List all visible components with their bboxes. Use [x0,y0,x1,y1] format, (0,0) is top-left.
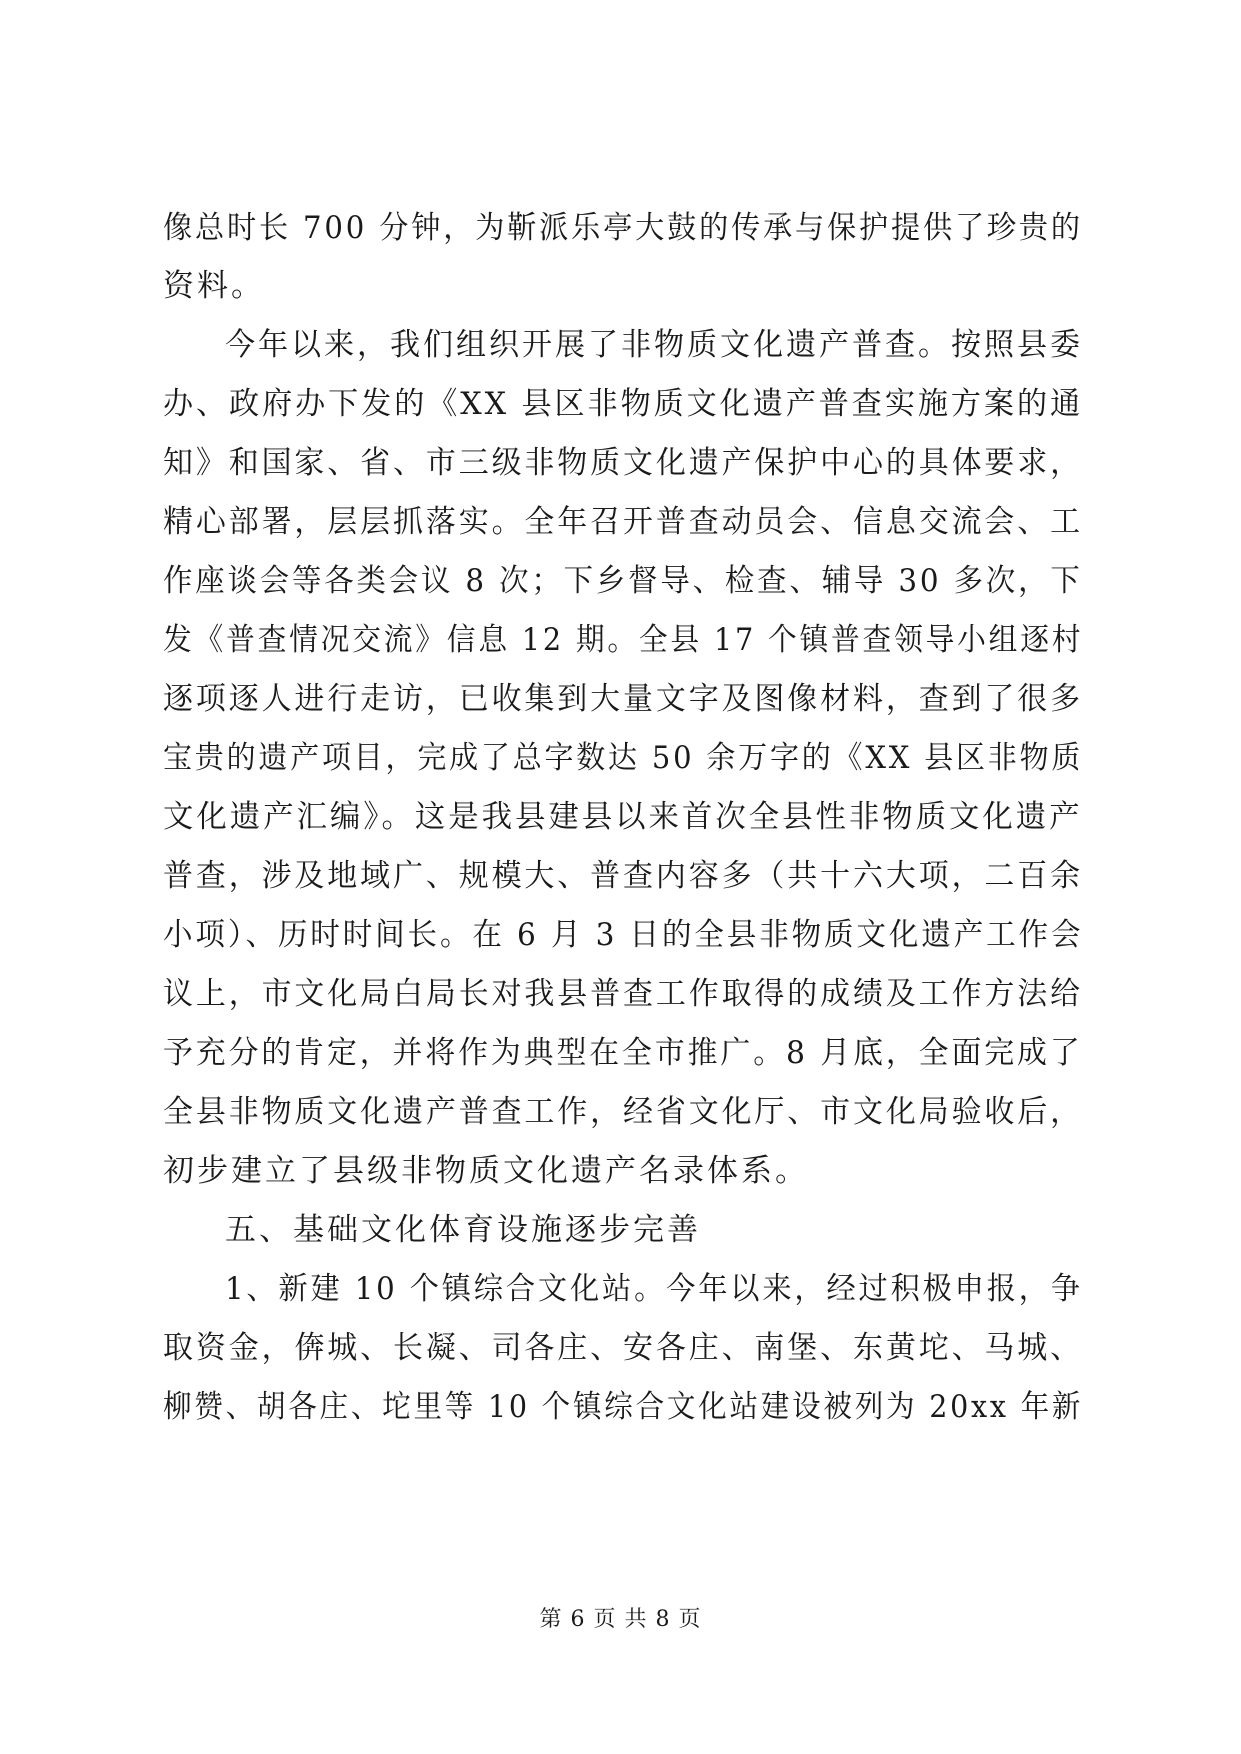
text-line: 柳赞、胡各庄、坨里等 10 个镇综合文化站建设被列为 20xx 年新 [163,1389,1084,1425]
text-line: 资料。 [163,268,265,304]
text-line: 发《普查情况交流》信息 12 期。全县 17 个镇普查领导小组逐村 [163,622,1084,658]
text-line: 办、政府办下发的《XX 县区非物质文化遗产普查实施方案的通 [163,386,1084,422]
text-line: 精心部署，层层抓落实。全年召开普查动员会、信息交流会、工 [163,504,1084,540]
text-line: 作座谈会等各类会议 8 次；下乡督导、检查、辅导 30 多次，下 [163,563,1083,599]
text-line: 取资金，倴城、长凝、司各庄、安各庄、南堡、东黄坨、马城、 [163,1330,1084,1366]
section-heading: 五、基础文化体育设施逐步完善 [225,1212,701,1248]
text-line: 议上，市文化局白局长对我县普查工作取得的成绩及工作方法给 [163,976,1084,1012]
text-line: 像总时长 700 分钟，为靳派乐亭大鼓的传承与保护提供了珍贵的 [163,210,1083,246]
text-line: 文化遗产汇编》。这是我县建县以来首次全县性非物质文化遗产 [163,799,1083,835]
paragraph-start-line: 1、新建 10 个镇综合文化站。今年以来，经过积极申报，争 [225,1271,1083,1307]
text-line: 小项）、历时时间长。在 6 月 3 日的全县非物质文化遗产工作会 [163,917,1084,953]
text-line: 全县非物质文化遗产普查工作，经省文化厅、市文化局验收后， [163,1094,1084,1130]
text-line: 知》和国家、省、市三级非物质文化遗产保护中心的具体要求， [163,445,1084,481]
text-line: 普查，涉及地域广、规模大、普查内容多（共十六大项，二百余 [163,858,1084,894]
paragraph-start-line: 今年以来，我们组织开展了非物质文化遗产普查。按照县委 [225,327,1084,363]
text-line: 予充分的肯定，并将作为典型在全市推广。8 月底，全面完成了 [163,1035,1083,1071]
text-line: 宝贵的遗产项目，完成了总字数达 50 余万字的《XX 县区非物质 [163,740,1084,776]
text-line: 逐项逐人进行走访，已收集到大量文字及图像材料，查到了很多 [163,681,1084,717]
page-number-footer: 第 6 页 共 8 页 [539,1607,702,1632]
text-line: 初步建立了县级非物质文化遗产名录体系。 [163,1153,809,1189]
